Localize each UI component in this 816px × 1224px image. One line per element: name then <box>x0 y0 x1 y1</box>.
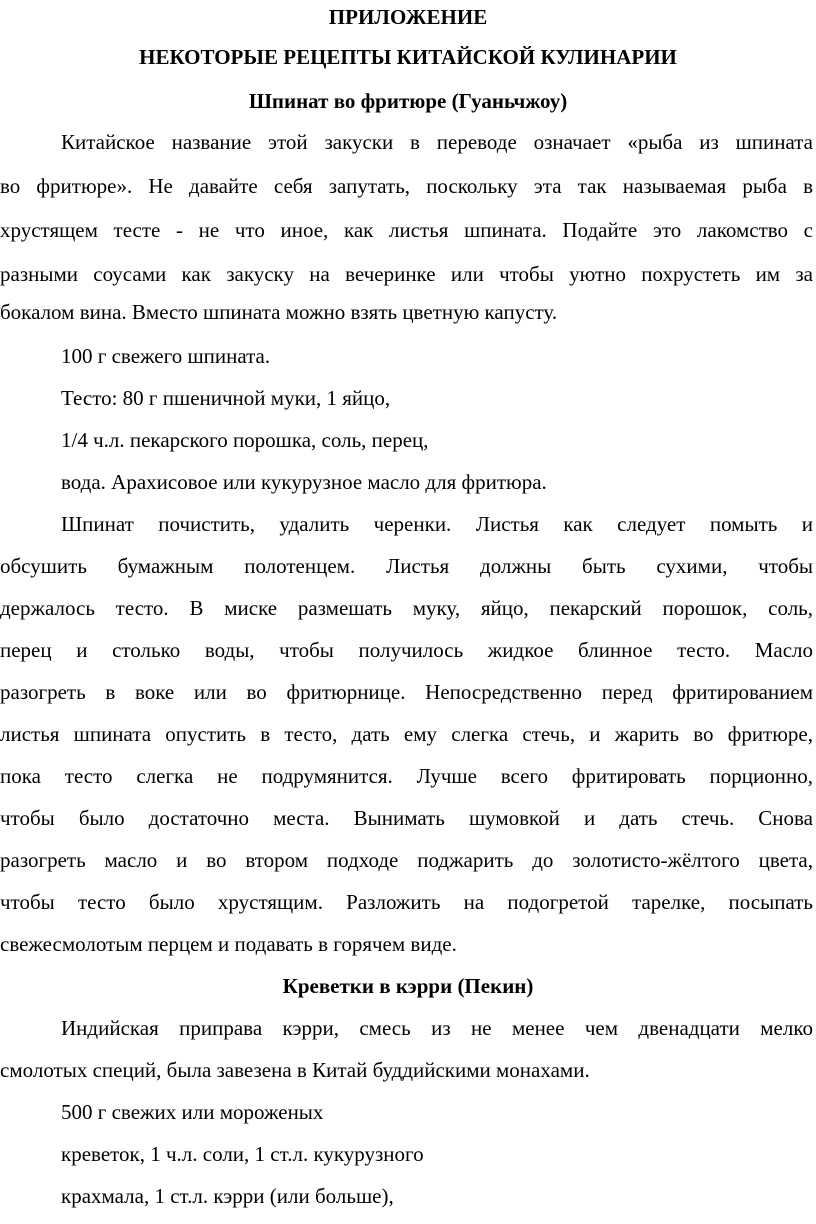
paragraph-line: чтобы тесто было хрустящим. Разложить на подогретой тарелке, посыпать <box>0 890 813 914</box>
section-heading: НЕКОТОРЫЕ РЕЦЕПТЫ КИТАЙСКОЙ КУЛИНАРИИ <box>139 45 677 69</box>
recipe-title-spinach: Шпинат во фритюре (Гуаньчжоу) <box>248 89 568 113</box>
ingredient-line: креветок, 1 ч.л. соли, 1 ст.л. кукурузного <box>61 1142 424 1166</box>
paragraph-line: хрустящем тесте - не что иное, как листья шпината. Подайте это лакомство с <box>0 218 813 242</box>
paragraph-line: чтобы было достаточно места. Вынимать шумовкой и дать стечь. Снова <box>0 806 813 830</box>
paragraph-line: перец и столько воды, чтобы получилось жидкое блинное тесто. Масло <box>0 638 813 662</box>
ingredient-line: 500 г свежих или мороженых <box>61 1100 324 1124</box>
paragraph-line: бокалом вина. Вместо шпината можно взять цветную капусту. <box>0 300 558 324</box>
ingredient-line: крахмала, 1 ст.л. кэрри (или больше), <box>61 1184 394 1208</box>
ingredient-line: вода. Арахисовое или кукурузное масло для фритюра. <box>61 470 547 494</box>
paragraph-line: держалось тесто. В миске размешать муку, яйцо, пекарский порошок, соль, <box>0 596 813 620</box>
paragraph-line: Шпинат почистить, удалить черенки. Листья как следует помыть и <box>61 512 813 536</box>
ingredient-line: 100 г свежего шпината. <box>61 344 271 368</box>
ingredient-line: 1/4 ч.л. пекарского порошка, соль, перец, <box>61 428 429 452</box>
ingredient-line: Тесто: 80 г пшеничной муки, 1 яйцо, <box>61 386 391 410</box>
paragraph-line: Китайское название этой закуски в переводе означает «рыба из шпината <box>61 130 813 154</box>
appendix-heading: ПРИЛОЖЕНИЕ <box>328 5 488 29</box>
paragraph-line: листья шпината опустить в тесто, дать ему слегка стечь, и жарить во фритюре, <box>0 722 813 746</box>
paragraph-line: разогреть масло и во втором подходе поджарить до золотисто-жёлтого цвета, <box>0 848 813 872</box>
paragraph-line: Индийская приправа кэрри, смесь из не менее чем двенадцати мелко <box>61 1016 813 1040</box>
paragraph-line: разными соусами как закуску на вечеринке или чтобы уютно похрустеть им за <box>0 262 813 286</box>
paragraph-line: смолотых специй, была завезена в Китай буддийскими монахами. <box>0 1058 590 1082</box>
recipe-title-shrimp: Креветки в кэрри (Пекин) <box>282 974 534 998</box>
paragraph-line: разогреть в воке или во фритюрнице. Непосредственно перед фритированием <box>0 680 813 704</box>
paragraph-line: свежесмолотым перцем и подавать в горячем виде. <box>0 932 457 956</box>
paragraph-line: во фритюре». Не давайте себя запутать, поскольку эта так называемая рыба в <box>0 174 813 198</box>
paragraph-line: обсушить бумажным полотенцем. Листья должны быть сухими, чтобы <box>0 554 813 578</box>
paragraph-line: пока тесто слегка не подрумянится. Лучше всего фритировать порционно, <box>0 764 813 788</box>
